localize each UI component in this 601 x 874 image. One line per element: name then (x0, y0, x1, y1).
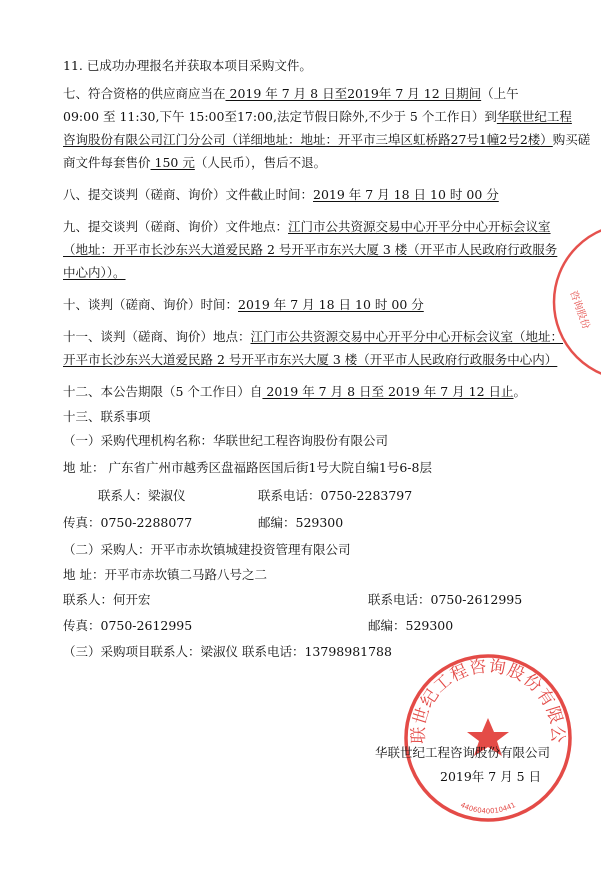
section-12-end: 。 (513, 384, 527, 399)
section-11-line-1 (63, 328, 563, 345)
contact-2-address: 地 址：开平市赤坎镇二马路八号之二 (63, 567, 267, 582)
section-7-price-label: 商文件每套售价 (63, 155, 151, 170)
seal-text: 联世纪工程咨询股份有限公 (408, 656, 568, 745)
section-7-paren: （上午 (481, 86, 519, 101)
svg-text:咨询股份: 咨询股份 (567, 289, 592, 331)
section-9-venue: 江门市公共资源交易中心开平分中心开标会议室 (288, 219, 551, 234)
seal-number: 4406040010441 (459, 800, 517, 816)
section-12 (63, 383, 526, 400)
contact-2-fax: 传真：0750-2612995 (63, 618, 193, 633)
section-9-line-3: 中心内））。 (63, 265, 126, 280)
section-8-label: 八、提交谈判（磋商、询价）文件截止时间： (63, 187, 314, 202)
section-7-line-1 (63, 85, 519, 102)
contact-2-postcode: 邮编：529300 (368, 618, 454, 633)
section-8-deadline: 2019 年 7 月 18 日 10 时 00 分 (313, 187, 499, 202)
section-9-label: 九、提交谈判（磋商、询价）文件地点： (63, 219, 289, 234)
section-10-label: 十、谈判（磋商、询价）时间： (63, 297, 239, 312)
section-7-line-4 (63, 154, 326, 171)
item-11: 11. 已成功办理报名并获取本项目采购文件。 (63, 58, 312, 73)
contact-1-title: （一）采购代理机构名称：华联世纪工程咨询股份有限公司 (63, 433, 389, 448)
contact-3: （三）采购项目联系人：梁淑仪 联系电话：13798981788 (63, 644, 392, 659)
section-7-agency-b: 咨询股份有限公司江门分公司（详细地址：地址：开平市三埠区虹桥路27号1幢2号2楼） (63, 132, 553, 147)
contact-1-fax: 传真：0750-2288077 (63, 515, 193, 530)
section-13-title: 十三、联系事项 (63, 409, 151, 424)
signature-date: 2019年 7 月 5 日 (440, 769, 542, 784)
contact-1-phone: 联系电话：0750-2283797 (258, 488, 413, 503)
section-7-line-2 (63, 108, 572, 125)
section-9-line-1 (63, 218, 551, 235)
section-7-price: 150 元 (150, 155, 195, 170)
section-12-label: 十二、本公告期限（5 个工作日）自 (63, 384, 263, 399)
section-10-time: 2019 年 7 月 18 日 10 时 00 分 (238, 297, 424, 312)
section-9-line-2: （地址：开平市长沙东兴大道爱民路 2 号开平市东兴大厦 3 楼（开平市人民政府行政服务 (63, 242, 558, 257)
contact-2-phone: 联系电话：0750-2612995 (368, 592, 523, 607)
section-12-period: 2019 年 7 月 8 日至 2019 年 7 月 12 日止 (262, 384, 514, 399)
contact-1-address: 地 址： 广东省广州市越秀区盘福路医国后街1号大院自编1号6-8层 (63, 460, 432, 475)
section-7-price-note: （人民币），售后不退。 (194, 155, 327, 170)
contact-2-person: 联系人：何开宏 (63, 592, 151, 607)
section-7-agency-a: 华联世纪工程 (496, 109, 572, 124)
svg-text:4406040010441 (459, 801, 517, 815)
section-7-line-3 (63, 131, 590, 148)
section-11-venue: 江门市公共资源交易中心开平分中心开标会议室（地址： (250, 329, 564, 344)
contact-2-title: （二）采购人：开平市赤坎镇城建投资管理有限公司 (63, 542, 351, 557)
section-11-line-2: 开平市长沙东兴大道爱民路 2 号开平市东兴大厦 3 楼（开平市人民政府行政服务中心内） (63, 352, 558, 367)
contact-1-postcode: 邮编：529300 (258, 515, 344, 530)
svg-text:华联世纪工程咨询股份有限公司 (398, 648, 567, 744)
contact-1-person: 联系人：梁淑仪 (98, 488, 186, 503)
section-7-buy: 购买磋 (552, 132, 591, 147)
signature-company: 华联世纪工程咨询股份有限公司 (375, 745, 551, 760)
section-11-label: 十一、谈判（磋商、询价）地点： (63, 329, 251, 344)
company-seal-stamp (398, 648, 578, 828)
partial-seal-stamp (548, 262, 592, 342)
section-10 (63, 296, 424, 313)
section-7-hours: 09:00 至 11:30,下午 15:00至17:00,法定节假日除外,不少于 5 个工作日）到 (63, 109, 497, 124)
section-7-date-range: 2019 年 7 月 8 日至2019年 7 月 12 日期间 (225, 86, 482, 101)
section-8 (63, 186, 499, 203)
section-7-lead: 七、符合资格的供应商应当在 (63, 86, 226, 101)
